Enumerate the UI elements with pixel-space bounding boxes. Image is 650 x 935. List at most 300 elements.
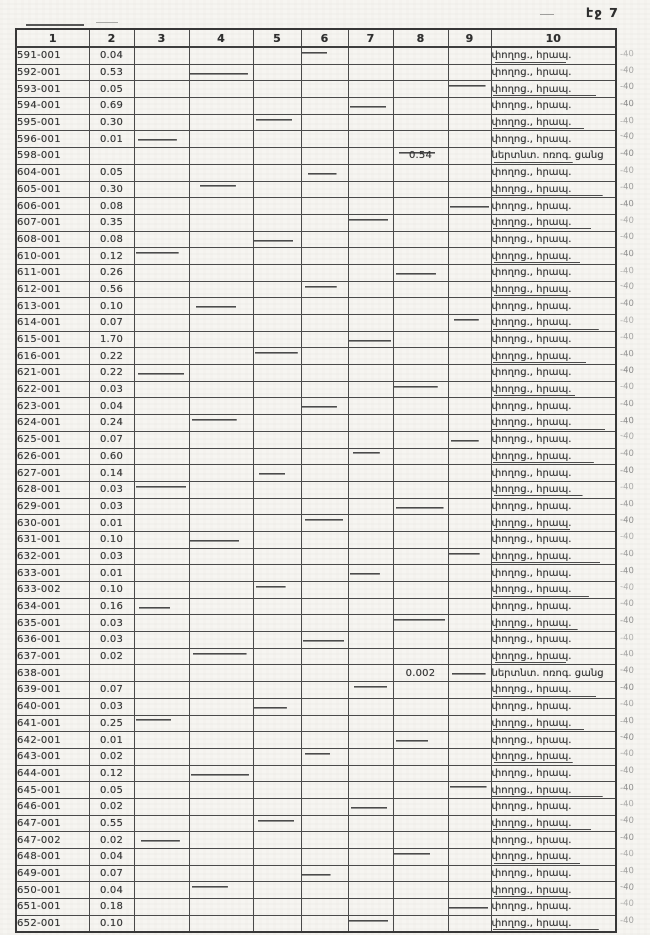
- cell-col-3: [134, 715, 189, 732]
- cell-col-7: [348, 81, 393, 98]
- cell-col-4: [189, 682, 253, 699]
- cell-col-10: փողոց., հրապ.: [491, 498, 616, 515]
- table-row: [16, 148, 616, 165]
- cell-col-1: 644-001: [16, 765, 89, 782]
- table-row: [16, 765, 616, 782]
- cell-col-6: [301, 448, 348, 465]
- cell-col-5: [253, 47, 301, 64]
- cell-col-3: [134, 748, 189, 765]
- cell-col-4: [189, 131, 253, 148]
- cell-col-9: [448, 64, 491, 81]
- cell-col-9: [448, 198, 491, 215]
- cell-col-10: փողոց., հրապ.: [491, 281, 616, 298]
- margin-mark: -40: [619, 649, 635, 661]
- cell-col-7: [348, 164, 393, 181]
- cell-col-9: [448, 431, 491, 448]
- cell-col-1: 624-001: [16, 415, 89, 432]
- cell-col-5: [253, 131, 301, 148]
- cell-col-6: [301, 632, 348, 649]
- margin-mark: -40: [619, 281, 635, 293]
- table-row: [16, 565, 616, 582]
- cell-col-9: [448, 815, 491, 832]
- cell-col-6: [301, 715, 348, 732]
- cell-col-2: 0.03: [89, 381, 134, 398]
- cell-col-5: [253, 315, 301, 332]
- cell-col-8: [393, 531, 448, 548]
- table-row: [16, 415, 616, 432]
- cell-col-6: [301, 565, 348, 582]
- cell-col-2: 0.08: [89, 198, 134, 215]
- cell-col-10: փողոց., հրապ.: [491, 448, 616, 465]
- cell-col-8: [393, 765, 448, 782]
- cell-col-9: [448, 465, 491, 482]
- cell-col-9: [448, 231, 491, 248]
- cell-col-3: [134, 348, 189, 365]
- table-row: [16, 899, 616, 916]
- cell-col-1: 650-001: [16, 882, 89, 899]
- cell-col-8: [393, 198, 448, 215]
- table-row: [16, 47, 616, 64]
- cell-col-3: [134, 648, 189, 665]
- cell-col-1: 652-001: [16, 915, 89, 932]
- cell-col-8: [393, 398, 448, 415]
- cell-col-7: [348, 481, 393, 498]
- margin-mark: -40: [619, 232, 634, 243]
- cell-col-6: [301, 114, 348, 131]
- cell-col-5: [253, 832, 301, 849]
- cell-col-4: [189, 98, 253, 115]
- margin-mark: -40: [619, 415, 635, 427]
- cell-col-4: [189, 665, 253, 682]
- column-header: 5: [253, 29, 301, 47]
- cell-col-9: [448, 882, 491, 899]
- cell-col-1: 630-001: [16, 515, 89, 532]
- cell-col-2: 0.12: [89, 248, 134, 265]
- cell-col-4: [189, 348, 253, 365]
- cell-col-8: [393, 465, 448, 482]
- cell-col-9: [448, 732, 491, 749]
- cell-col-7: [348, 648, 393, 665]
- margin-mark: -40: [619, 632, 635, 644]
- cell-col-2: 0.07: [89, 865, 134, 882]
- cell-col-9: [448, 531, 491, 548]
- cell-col-4: [189, 698, 253, 715]
- table-row: [16, 815, 616, 832]
- table-row: [16, 715, 616, 732]
- cell-col-1: 638-001: [16, 665, 89, 682]
- cell-col-4: [189, 865, 253, 882]
- cell-col-8: [393, 264, 448, 281]
- cell-col-9: [448, 598, 491, 615]
- cell-col-6: [301, 164, 348, 181]
- table-row: [16, 164, 616, 181]
- cell-col-2: 0.30: [89, 114, 134, 131]
- cell-col-10: փողոց., հրապ.: [491, 131, 616, 148]
- table-row: [16, 448, 616, 465]
- cell-col-6: [301, 615, 348, 632]
- cell-col-9: [448, 365, 491, 382]
- cell-col-9: [448, 398, 491, 415]
- cell-col-1: 639-001: [16, 682, 89, 699]
- cell-col-5: [253, 698, 301, 715]
- table-row: [16, 748, 616, 765]
- margin-mark: -40: [619, 699, 634, 710]
- table-row: [16, 264, 616, 281]
- margin-mark: -40: [619, 849, 634, 860]
- cell-col-10: փողոց., հրապ.: [491, 548, 616, 565]
- margin-mark: -40: [619, 199, 635, 211]
- cell-col-5: [253, 715, 301, 732]
- cell-col-8: [393, 164, 448, 181]
- cell-col-9: [448, 281, 491, 298]
- cell-col-3: [134, 915, 189, 932]
- cell-col-7: [348, 732, 393, 749]
- cell-col-2: 0.03: [89, 698, 134, 715]
- cell-col-9: [448, 148, 491, 165]
- cell-col-7: [348, 565, 393, 582]
- cell-col-4: [189, 281, 253, 298]
- cell-col-6: [301, 181, 348, 198]
- cell-col-6: [301, 315, 348, 332]
- cell-col-3: [134, 81, 189, 98]
- margin-mark: -40: [619, 865, 635, 877]
- cell-col-3: [134, 398, 189, 415]
- cell-col-10: փողոց., հրապ.: [491, 398, 616, 415]
- cell-col-4: [189, 582, 253, 599]
- cell-col-4: [189, 365, 253, 382]
- cell-col-7: [348, 64, 393, 81]
- cell-col-6: [301, 348, 348, 365]
- cell-col-7: [348, 665, 393, 682]
- cell-col-8: [393, 798, 448, 815]
- cell-col-8: [393, 732, 448, 749]
- cell-col-4: [189, 632, 253, 649]
- margin-mark: -40: [619, 799, 635, 811]
- cell-col-9: [448, 348, 491, 365]
- cell-col-5: [253, 481, 301, 498]
- cell-col-10: փողոց., հրապ.: [491, 431, 616, 448]
- cell-col-5: [253, 782, 301, 799]
- cell-col-10: ներտնտ. ոռոգ. ցանց: [491, 148, 616, 165]
- cell-col-5: [253, 398, 301, 415]
- cell-col-3: [134, 615, 189, 632]
- table-row: [16, 81, 616, 98]
- cell-col-5: [253, 448, 301, 465]
- cell-col-2: [89, 665, 134, 682]
- table-row: [16, 465, 616, 482]
- cell-col-9: [448, 548, 491, 565]
- cell-col-5: [253, 648, 301, 665]
- cell-col-7: [348, 448, 393, 465]
- cell-col-7: [348, 365, 393, 382]
- table-row: [16, 331, 616, 348]
- cell-col-2: 0.01: [89, 131, 134, 148]
- cell-col-6: [301, 865, 348, 882]
- cell-col-3: [134, 248, 189, 265]
- cell-col-8: [393, 315, 448, 332]
- cell-col-8: [393, 882, 448, 899]
- cell-col-2: 1.70: [89, 331, 134, 348]
- cell-col-10: փողոց., հրապ.: [491, 915, 616, 932]
- cell-col-1: 642-001: [16, 732, 89, 749]
- cell-col-3: [134, 64, 189, 81]
- margin-mark: -40: [619, 265, 635, 277]
- cell-col-6: [301, 298, 348, 315]
- cell-col-2: 0.55: [89, 815, 134, 832]
- cell-col-3: [134, 832, 189, 849]
- cell-col-1: 651-001: [16, 899, 89, 916]
- cell-col-8: [393, 231, 448, 248]
- cell-col-1: 615-001: [16, 331, 89, 348]
- cell-col-1: 613-001: [16, 298, 89, 315]
- cell-col-9: [448, 181, 491, 198]
- cell-col-6: [301, 381, 348, 398]
- cell-col-9: [448, 582, 491, 599]
- cell-col-2: 0.05: [89, 782, 134, 799]
- cell-col-3: [134, 181, 189, 198]
- table-row: [16, 181, 616, 198]
- cell-col-3: [134, 465, 189, 482]
- cell-col-4: [189, 47, 253, 64]
- cell-col-2: 0.22: [89, 365, 134, 382]
- margin-mark: -40: [619, 482, 635, 493]
- cell-col-7: [348, 465, 393, 482]
- cell-col-2: 0.02: [89, 648, 134, 665]
- cell-col-7: [348, 398, 393, 415]
- cell-col-7: [348, 348, 393, 365]
- cell-col-10: փողոց., հրապ.: [491, 231, 616, 248]
- cell-col-9: [448, 315, 491, 332]
- cell-col-6: [301, 515, 348, 532]
- cell-col-10: փողոց., հրապ.: [491, 381, 616, 398]
- cell-col-10: փողոց., հրապ.: [491, 348, 616, 365]
- table-row: [16, 798, 616, 815]
- cell-col-4: [189, 298, 253, 315]
- cell-col-8: [393, 348, 448, 365]
- cell-col-8: [393, 782, 448, 799]
- cell-col-7: [348, 98, 393, 115]
- cell-col-3: [134, 665, 189, 682]
- cell-col-7: [348, 748, 393, 765]
- cell-col-2: 0.04: [89, 849, 134, 866]
- cell-col-4: [189, 598, 253, 615]
- cell-col-7: [348, 715, 393, 732]
- cell-col-4: [189, 264, 253, 281]
- page-number: էջ 7: [586, 5, 620, 20]
- margin-mark: -40: [619, 499, 635, 511]
- cell-col-5: [253, 548, 301, 565]
- cell-col-10: փողոց., հրապ.: [491, 698, 616, 715]
- cell-col-1: 643-001: [16, 748, 89, 765]
- cell-col-10: փողոց., հրապ.: [491, 315, 616, 332]
- cell-col-3: [134, 448, 189, 465]
- cell-col-6: [301, 231, 348, 248]
- cell-col-4: [189, 448, 253, 465]
- margin-mark: -40: [619, 249, 634, 260]
- column-header: 7: [348, 29, 393, 47]
- cell-col-4: [189, 732, 253, 749]
- cell-col-7: [348, 798, 393, 815]
- table-row: [16, 849, 616, 866]
- cell-col-4: [189, 114, 253, 131]
- cell-col-9: [448, 849, 491, 866]
- cell-col-7: [348, 281, 393, 298]
- margin-mark: -40: [619, 549, 634, 560]
- cell-col-5: [253, 64, 301, 81]
- column-header: 4: [189, 29, 253, 47]
- cell-col-10: փողոց., հրապ.: [491, 765, 616, 782]
- cell-col-6: [301, 598, 348, 615]
- table-row: [16, 615, 616, 632]
- cell-col-8: [393, 565, 448, 582]
- cell-col-1: 596-001: [16, 131, 89, 148]
- cell-col-2: 0.10: [89, 531, 134, 548]
- column-header: 9: [448, 29, 491, 47]
- table-row: [16, 648, 616, 665]
- cell-col-3: [134, 264, 189, 281]
- cell-col-7: [348, 214, 393, 231]
- margin-mark: -40: [619, 131, 635, 143]
- cell-col-6: [301, 782, 348, 799]
- cell-col-2: 0.35: [89, 214, 134, 231]
- table-row: [16, 598, 616, 615]
- cell-col-4: [189, 431, 253, 448]
- cell-col-7: [348, 815, 393, 832]
- cell-col-1: 607-001: [16, 214, 89, 231]
- cell-col-8: [393, 598, 448, 615]
- cell-col-2: 0.24: [89, 415, 134, 432]
- cell-col-7: [348, 915, 393, 932]
- cell-col-7: [348, 865, 393, 882]
- cell-col-9: [448, 81, 491, 98]
- cell-col-1: 612-001: [16, 281, 89, 298]
- cell-col-4: [189, 882, 253, 899]
- table-row: [16, 548, 616, 565]
- cell-col-7: [348, 682, 393, 699]
- cell-col-8: [393, 98, 448, 115]
- cell-col-8: [393, 865, 448, 882]
- cell-col-1: 640-001: [16, 698, 89, 715]
- cell-col-3: [134, 498, 189, 515]
- cell-col-1: 636-001: [16, 632, 89, 649]
- cell-col-6: [301, 682, 348, 699]
- cell-col-4: [189, 748, 253, 765]
- cell-col-7: [348, 765, 393, 782]
- column-header: 6: [301, 29, 348, 47]
- cell-col-5: [253, 231, 301, 248]
- cell-col-9: [448, 114, 491, 131]
- cell-col-3: [134, 548, 189, 565]
- table-row: [16, 365, 616, 382]
- cell-col-3: [134, 114, 189, 131]
- cell-col-4: [189, 832, 253, 849]
- cell-col-6: [301, 748, 348, 765]
- cell-col-4: [189, 164, 253, 181]
- cell-col-6: [301, 765, 348, 782]
- cell-col-5: [253, 331, 301, 348]
- table-row: [16, 298, 616, 315]
- cell-col-7: [348, 832, 393, 849]
- cell-col-10: փողոց., հրապ.: [491, 882, 616, 899]
- scan-artifact-dash: [26, 24, 84, 26]
- cell-col-9: [448, 498, 491, 515]
- cell-col-4: [189, 248, 253, 265]
- cell-col-9: [448, 748, 491, 765]
- cell-col-1: 592-001: [16, 64, 89, 81]
- cell-col-3: [134, 598, 189, 615]
- margin-mark: -40: [619, 332, 635, 343]
- cell-col-7: [348, 131, 393, 148]
- cell-col-1: 648-001: [16, 849, 89, 866]
- cell-col-5: [253, 565, 301, 582]
- cell-col-1: 647-001: [16, 815, 89, 832]
- cell-col-5: [253, 348, 301, 365]
- cell-col-8: [393, 131, 448, 148]
- cell-col-1: 625-001: [16, 431, 89, 448]
- table-row: [16, 915, 616, 932]
- cell-col-5: [253, 264, 301, 281]
- cell-col-6: [301, 665, 348, 682]
- cell-col-1: 598-001: [16, 148, 89, 165]
- table-row: [16, 248, 616, 265]
- cell-col-3: [134, 148, 189, 165]
- cell-col-5: [253, 164, 301, 181]
- cell-col-10: փողոց., հրապ.: [491, 47, 616, 64]
- margin-mark: -40: [619, 448, 635, 460]
- margin-mark: -40: [619, 214, 635, 226]
- cell-col-3: [134, 531, 189, 548]
- cell-col-9: [448, 665, 491, 682]
- margin-mark: -40: [620, 315, 634, 326]
- cell-col-6: [301, 214, 348, 231]
- cell-col-3: [134, 782, 189, 799]
- cell-col-2: 0.04: [89, 47, 134, 64]
- table-row: [16, 281, 616, 298]
- cell-col-1: 614-001: [16, 315, 89, 332]
- cell-col-5: [253, 865, 301, 882]
- cell-col-5: [253, 114, 301, 131]
- cell-col-2: 0.03: [89, 615, 134, 632]
- cell-col-10: փողոց., հրապ.: [491, 515, 616, 532]
- cell-col-5: [253, 431, 301, 448]
- margin-mark: -40: [619, 665, 635, 676]
- cell-col-1: 645-001: [16, 782, 89, 799]
- cell-col-3: [134, 515, 189, 532]
- cell-col-2: 0.02: [89, 748, 134, 765]
- cell-col-9: [448, 899, 491, 916]
- cell-col-2: 0.01: [89, 732, 134, 749]
- cell-col-10: փողոց., հրապ.: [491, 181, 616, 198]
- cell-col-6: [301, 798, 348, 815]
- cell-col-6: [301, 849, 348, 866]
- cell-col-10: ներտնտ. ոռոգ. ցանց: [491, 665, 616, 682]
- cell-col-9: [448, 381, 491, 398]
- cell-col-10: փողոց., հրապ.: [491, 198, 616, 215]
- cell-col-5: [253, 682, 301, 699]
- cell-col-5: [253, 465, 301, 482]
- cell-col-9: [448, 682, 491, 699]
- cell-col-9: [448, 648, 491, 665]
- margin-mark: -40: [619, 99, 634, 110]
- cell-col-7: [348, 114, 393, 131]
- margin-mark: -40: [619, 782, 635, 794]
- cell-col-10: փողոց., հրապ.: [491, 264, 616, 281]
- cell-col-2: 0.03: [89, 481, 134, 498]
- cell-col-8: [393, 47, 448, 64]
- cell-col-10: փողոց., հրապ.: [491, 798, 616, 815]
- cell-col-9: [448, 615, 491, 632]
- cell-col-8: [393, 481, 448, 498]
